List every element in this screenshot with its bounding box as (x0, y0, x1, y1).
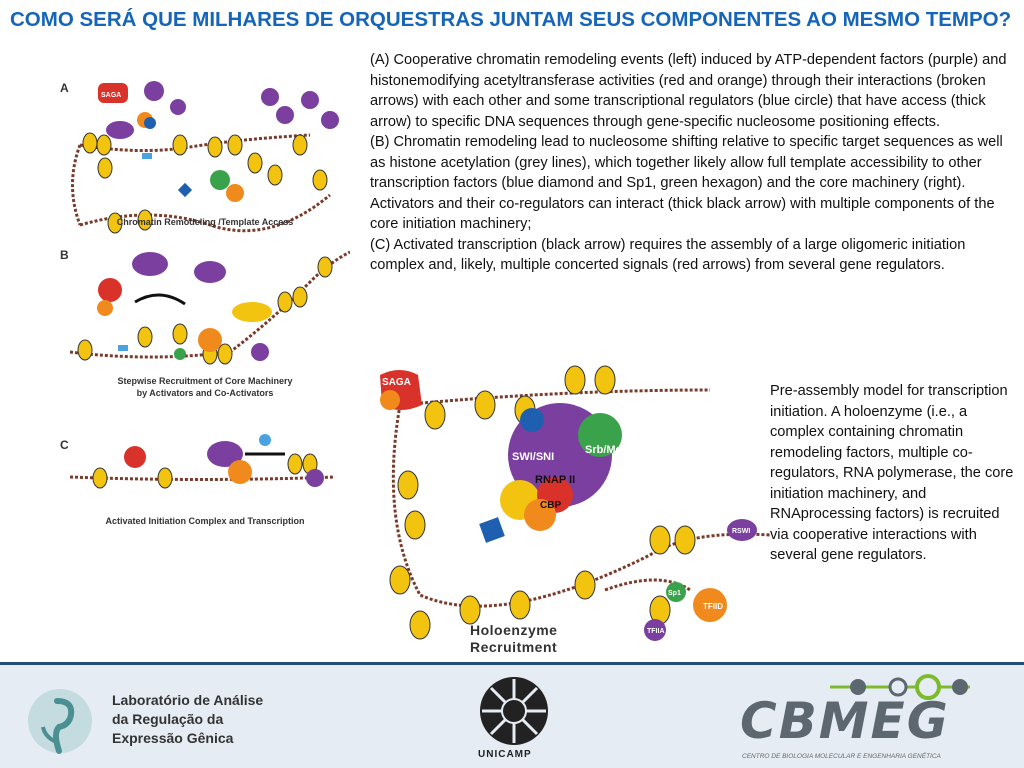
holoenzyme-title-line1: Holoenzyme (470, 622, 558, 638)
panel-a-illustration (60, 75, 350, 235)
figure-description (370, 50, 1020, 276)
holo-srb-label: Srb/Med (585, 444, 629, 456)
panel-c-letter: C (60, 438, 69, 452)
description-a: (A) Cooperative chromatin remodeling events (left) induced by ATP-dependent factors (purple) and histonemodifying acetyltransferase activities (red and orange) through their interactions (broken arrows) with each other and some transcriptional regulators (blue circle) that have access (thick arrow) to specific DNA sequences through gene-specific nucleosome positioning effects. (370, 52, 1007, 130)
panel-c-illustration (60, 432, 350, 517)
holoenzyme-title-line2: Recruitment (470, 639, 558, 655)
holo-sp1-label: Sp1 (668, 590, 681, 597)
holoenzyme-diagram (360, 360, 770, 660)
lab-name-line1: Laboratório de Análise (112, 692, 264, 708)
footer-bar (0, 662, 1024, 768)
panel-b-letter: B (60, 248, 69, 262)
panel-b-caption-2: by Activators and Co-Activators (136, 388, 274, 398)
holoenzyme-illustration (360, 360, 770, 660)
holoenzyme-description: Pre-assembly model for transcription initiation. A holoenzyme (i.e., a complex containing chromatin remodeling factors, multiple co-regulators, RNA polymerase, the core initiation machinery, and RNAprocessing factors) is recruited via cooperative interactions with several gene regulators. (770, 383, 1014, 563)
holoenzyme-title (470, 622, 557, 656)
panel-a-saga-label: SAGA (101, 92, 122, 99)
panel-a-diagram (60, 75, 350, 235)
description-c: (C) Activated transcription (black arrow) requires the assembly of a large oligomeric initiation complex and, likely, multiple concerted signals (red arrows) from several gene regulators. (370, 236, 966, 273)
unicamp-name: UNICAMP (478, 749, 532, 760)
panel-c-caption: Activated Initiation Complex and Transcription (105, 516, 305, 526)
lab-name-line2: da Regulação da (112, 711, 224, 727)
lab-name-line3: Expressão Gênica (112, 730, 234, 746)
holo-rswi-label: RSWI (732, 528, 751, 535)
lab-name (112, 691, 263, 748)
holo-saga-label: SAGA (382, 377, 411, 388)
panel-b-caption-1: Stepwise Recruitment of Core Machinery (117, 376, 293, 386)
holo-cbp-label: CBP (540, 500, 562, 511)
holo-swi-label: SWI/SNI (512, 451, 555, 463)
holo-tfiid-label: TFIID (703, 602, 723, 611)
panel-b-diagram (60, 242, 350, 407)
holo-tfiia-label: TFIIA (647, 628, 665, 635)
panel-a-caption: Chromatin Remodeling /Template Access (116, 217, 294, 227)
cbmeg-logo: CBMEG (740, 692, 950, 750)
cbmeg-subtitle: CENTRO DE BIOLOGIA MOLECULAR E ENGENHARIA GENÉTICA (742, 753, 941, 760)
unicamp-logo-icon (472, 673, 556, 749)
lab-logo-icon (25, 683, 95, 758)
page-title: COMO SERÁ QUE MILHARES DE ORQUESTRAS JUNTAM SEUS COMPONENTES AO MESMO TEMPO? (10, 8, 1012, 31)
panel-c-diagram (60, 432, 350, 532)
description-b: (B) Chromatin remodeling lead to nucleosome shifting relative to specific target sequences as well as histone acetylation (grey lines), which together likely allow full template accessibility to other transcription factors (blue diamond and Sp1, green hexagon) and the core machinery (right). Activators and their co-regulators can interact (thick black arrow) with multiple components of the core initiation machinery; (370, 134, 1003, 232)
panel-a-letter: A (60, 81, 69, 95)
holo-rnap-label: RNAP II (535, 474, 576, 486)
